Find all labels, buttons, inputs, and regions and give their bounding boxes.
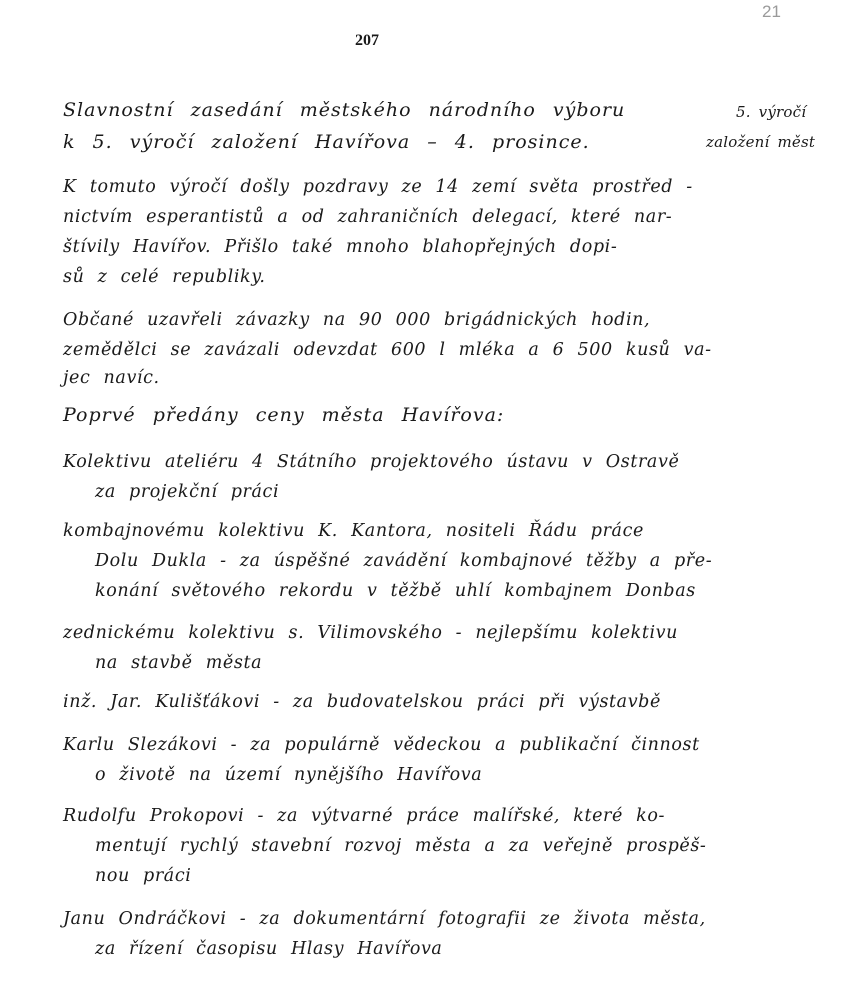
greetings-line-3: štívily Havířov. Přišlo také mnoho blahopřejných dopi- — [63, 237, 618, 257]
pledges-line-3: jec navíc. — [63, 368, 160, 388]
award-1-line-2: za projekční práci — [95, 482, 280, 502]
award-7-line-1: Janu Ondráčkovi - za dokumentární fotografii ze života města, — [63, 909, 706, 929]
award-1-line-1: Kolektivu ateliéru 4 Státního projektového ústavu v Ostravě — [63, 452, 680, 472]
archive-mark: 21 — [762, 2, 781, 21]
award-3-line-1: zednickému kolektivu s. Vilimovského - nejlepšímu kolektivu — [63, 623, 679, 643]
greetings-line-2: nictvím esperantistů a od zahraničních delegací, které nar- — [63, 207, 673, 227]
award-6-line-1: Rudolfu Prokopovi - za výtvarné práce malířské, které ko- — [63, 806, 665, 826]
greetings-line-4: sů z celé republiky. — [63, 267, 266, 287]
award-7-line-2: za řízení časopisu Hlasy Havířova — [95, 939, 443, 959]
award-2-line-3: konání světového rekordu v těžbě uhlí kombajnem Donbas — [95, 581, 696, 601]
margin-note-line-1: 5. výročí — [736, 103, 807, 121]
pledges-line-2: zemědělci se zavázali odevzdat 600 l mléka a 6 500 kusů va- — [63, 340, 712, 360]
greetings-line-1: K tomuto výročí došly pozdravy ze 14 zemí světa prostřed - — [63, 177, 693, 197]
heading-line-2: k 5. výročí založení Havířova – 4. prosince. — [63, 131, 590, 153]
award-6-line-2: mentují rychlý stavební rozvoj města a za veřejně prospěš- — [95, 836, 707, 856]
award-2-line-1: kombajnovému kolektivu K. Kantora, nositeli Řádu práce — [63, 521, 644, 541]
page-number: 207 — [355, 32, 379, 49]
award-6-line-3: nou práci — [95, 866, 192, 886]
pledges-line-1: Občané uzavřeli závazky na 90 000 brigádnických hodin, — [63, 310, 651, 330]
award-5-line-2: o životě na území nynějšího Havířova — [95, 765, 483, 785]
award-3-line-2: na stavbě města — [95, 653, 263, 673]
heading-line-1: Slavnostní zasedání městského národního výboru — [63, 99, 626, 121]
margin-note-line-2: založení měst — [706, 133, 816, 151]
award-2-line-2: Dolu Dukla - za úspěšné zavádění kombajnové těžby a pře- — [95, 551, 713, 571]
award-4-line-1: inž. Jar. Kulišťákovi - za budovatelskou práci při výstavbě — [63, 692, 661, 712]
award-5-line-1: Karlu Slezákovi - za populárně vědeckou a publikační činnost — [63, 735, 700, 755]
awards-heading: Poprvé předány ceny města Havířova: — [63, 404, 505, 426]
